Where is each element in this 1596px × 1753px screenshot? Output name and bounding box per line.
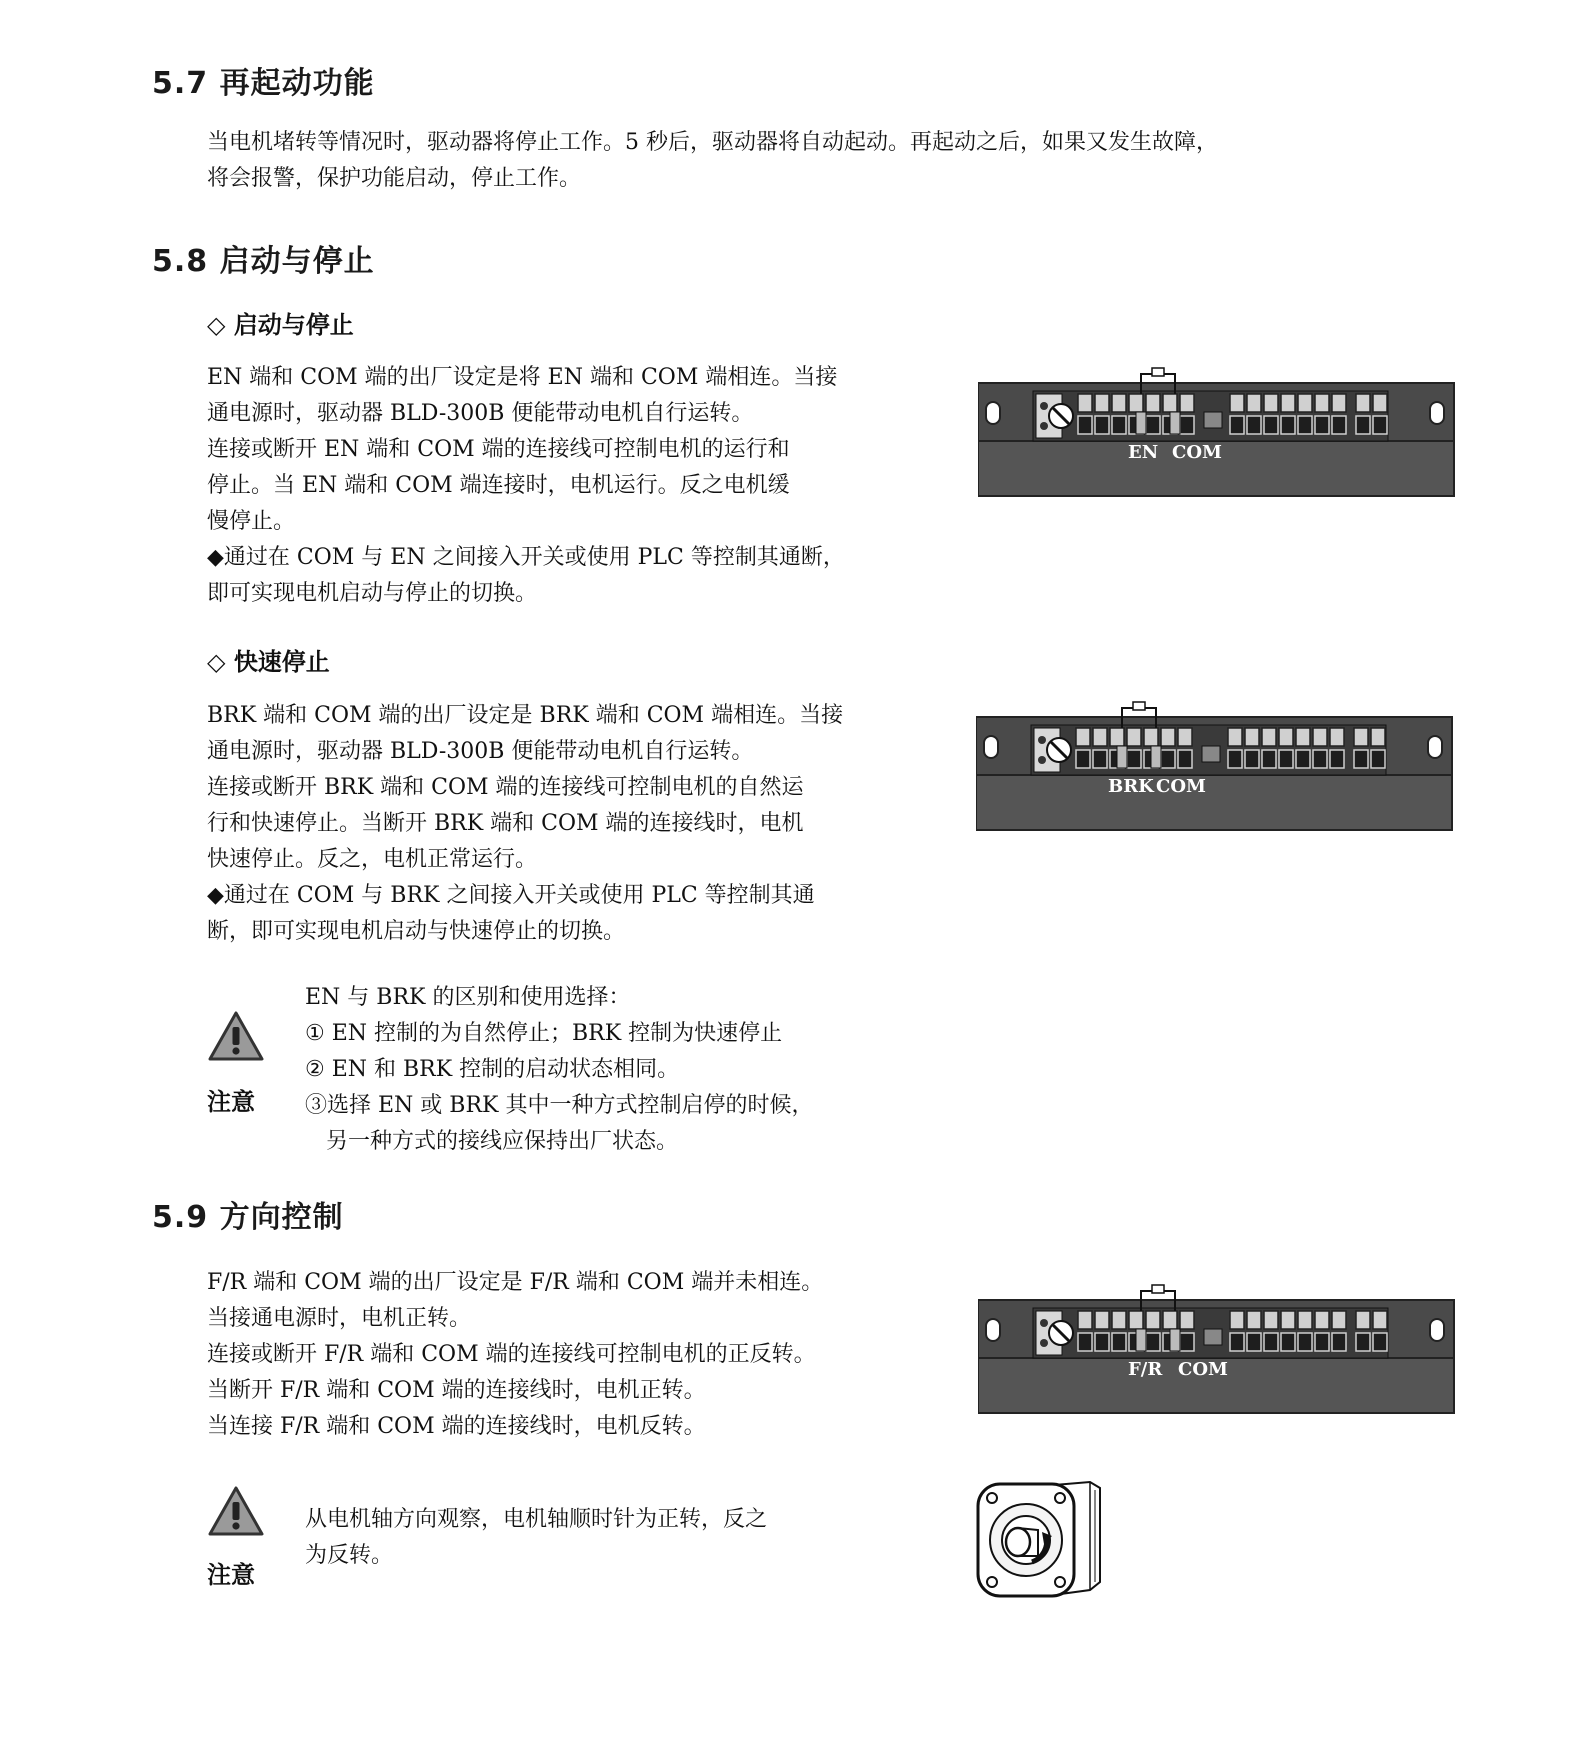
text-line: ◆通过在 COM 与 BRK 之间接入开关或使用 PLC 等控制其通 [207, 883, 815, 908]
text-line: BRK 端和 COM 端的出厂设定是 BRK 端和 COM 端相连。当接 [207, 703, 844, 728]
text-line: ③选择 EN 或 BRK 其中一种方式控制启停的时候， [305, 1093, 814, 1118]
warning-triangle-icon [207, 1485, 265, 1537]
terminal-label-com: COM [1178, 1359, 1228, 1380]
text-line: 另一种方式的接线应保持出厂状态。 [305, 1129, 678, 1154]
text-line: 从电机轴方向观察，电机轴顺时针为正转，反之 [305, 1507, 768, 1532]
terminal-label-com: COM [1172, 442, 1222, 463]
section-5-9-heading: 5.9 方向控制 [152, 1200, 344, 1235]
text-line: 当断开 F/R 端和 COM 端的连接线时，电机正转。 [207, 1378, 706, 1403]
terminal-label-en: EN [1128, 442, 1159, 463]
text-line: 为反转。 [305, 1543, 394, 1568]
subsection-start-stop-title: ◇ 启动与停止 [207, 311, 354, 339]
text-line: 慢停止。 [207, 509, 296, 534]
text-line: ② EN 和 BRK 控制的启动状态相同。 [305, 1057, 680, 1082]
text-line: EN 端和 COM 端的出厂设定是将 EN 端和 COM 端相连。当接 [207, 365, 838, 390]
quick-stop-text [207, 698, 843, 950]
terminal-label-com: COM [1156, 776, 1206, 797]
direction-control-text [207, 1265, 823, 1445]
text-line: 停止。当 EN 端和 COM 端连接时，电机运行。反之电机缓 [207, 473, 790, 498]
text-line: 断，即可实现电机启动与快速停止的切换。 [207, 919, 626, 944]
driver-terminal-diagram-fr-com [978, 1275, 1456, 1415]
text-line: 连接或断开 BRK 端和 COM 端的连接线可控制电机的自然运 [207, 775, 804, 800]
start-stop-text [207, 360, 845, 612]
text-line: ◆通过在 COM 与 EN 之间接入开关或使用 PLC 等控制其通断， [207, 545, 845, 570]
driver-terminal-diagram-en-com [978, 358, 1456, 498]
terminal-label-brk: BRK [1108, 776, 1154, 797]
text-line: 行和快速停止。当断开 BRK 端和 COM 端的连接线时，电机 [207, 811, 804, 836]
note-text-direction [305, 1502, 767, 1574]
subsection-quick-stop-title: ◇ 快速停止 [207, 648, 330, 676]
motor-illustration [972, 1470, 1112, 1610]
section-5-7-heading: 5.7 再起动功能 [152, 66, 375, 101]
text-line: 将会报警，保护功能启动，停止工作。 [207, 166, 582, 191]
warning-triangle-icon [207, 1010, 265, 1062]
note-label: 注意 [207, 1561, 255, 1589]
text-line: ① EN 控制的为自然停止；BRK 控制为快速停止 [305, 1021, 783, 1046]
driver-terminal-diagram-brk-com [976, 692, 1454, 832]
text-line: 通电源时，驱动器 BLD-300B 便能带动电机自行运转。 [207, 739, 754, 764]
text-line: 快速停止。反之，电机正常运行。 [207, 847, 538, 872]
note-label: 注意 [207, 1088, 255, 1116]
text-line: 连接或断开 F/R 端和 COM 端的连接线可控制电机的正反转。 [207, 1342, 816, 1367]
text-line: 当连接 F/R 端和 COM 端的连接线时，电机反转。 [207, 1414, 706, 1439]
section-5-8-heading: 5.8 启动与停止 [152, 244, 375, 279]
terminal-label-fr: F/R [1128, 1359, 1163, 1380]
text-line: 连接或断开 EN 端和 COM 端的连接线可控制电机的运行和 [207, 437, 790, 462]
text-line: 通电源时，驱动器 BLD-300B 便能带动电机自行运转。 [207, 401, 754, 426]
text-line: 即可实现电机启动与停止的切换。 [207, 581, 538, 606]
text-line: 当接通电源时，电机正转。 [207, 1306, 472, 1331]
note-text-en-brk [305, 980, 813, 1160]
text-line: F/R 端和 COM 端的出厂设定是 F/R 端和 COM 端并未相连。 [207, 1270, 824, 1295]
section-5-7-text [207, 125, 1218, 197]
text-line: 当电机堵转等情况时，驱动器将停止工作。5 秒后，驱动器将自动起动。再起动之后，如果又发生故障， [207, 130, 1218, 155]
text-line: EN 与 BRK 的区别和使用选择： [305, 985, 631, 1010]
